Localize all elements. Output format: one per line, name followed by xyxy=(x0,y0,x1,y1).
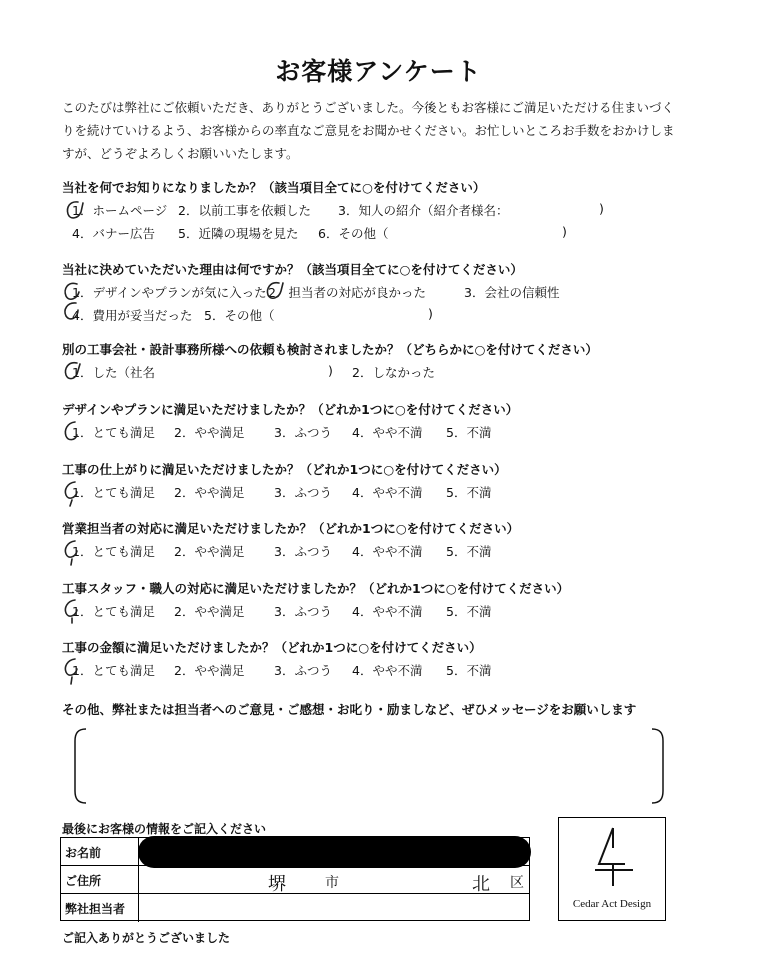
option-homepage[interactable]: 1．ホームページ xyxy=(72,203,168,218)
question-heading: 営業担当者の対応に満足いただけましたか？（どれか1つに○を付けてください） xyxy=(62,521,520,536)
info-row-address xyxy=(61,866,529,894)
question-satisfaction-design xyxy=(62,400,712,441)
option-row xyxy=(62,201,712,219)
thanks-text: ご記入ありがとうございました xyxy=(62,931,231,945)
question-heading: 工事の仕上がりに満足いただけましたか？（どれか1つに○を付けてください） xyxy=(62,462,507,477)
question-heading: 当社を何でお知りになりましたか？（該当項目全てに○を付けてください） xyxy=(62,180,486,195)
question-reason xyxy=(62,260,712,324)
question-satisfaction-price xyxy=(62,638,712,679)
question-other-companies xyxy=(62,340,712,381)
option-no[interactable]: 2．しなかった xyxy=(352,365,435,380)
page-title: お客様アンケート xyxy=(275,57,482,86)
option-row xyxy=(62,224,712,242)
option-row xyxy=(62,306,712,324)
rating-dissatisfied[interactable]: 5．不満 xyxy=(446,544,492,559)
address-ward-suffix: 区 xyxy=(510,875,524,891)
rating-somewhat-dissatisfied[interactable]: 4．やや不満 xyxy=(352,663,423,678)
rating-very-satisfied[interactable]: 1．とても満足 xyxy=(72,663,155,678)
info-heading: 最後にお客様の情報をご記入ください xyxy=(62,822,267,836)
rating-neutral[interactable]: 3．ふつう xyxy=(274,485,332,500)
intro-line: りを続けていけるよう、お客様からの率直なご意見をお聞かせください。お忙しいところお手数をおかけしま xyxy=(62,123,675,138)
question-heading: デザインやプランに満足いただけましたか？（どれか1つに○を付けてください） xyxy=(62,402,519,417)
rating-somewhat-satisfied[interactable]: 2．やや満足 xyxy=(174,485,245,500)
paren-close: ) xyxy=(328,363,333,378)
rating-somewhat-dissatisfied[interactable]: 4．やや不満 xyxy=(352,425,423,440)
info-row-staff xyxy=(61,894,529,922)
option-row xyxy=(62,363,712,381)
rating-row xyxy=(62,423,712,441)
rating-somewhat-satisfied[interactable]: 2．やや満足 xyxy=(174,544,245,559)
address-city-handwritten: 堺 xyxy=(268,874,286,895)
option-price[interactable]: 4．費用が妥当だった xyxy=(72,308,193,323)
rating-somewhat-satisfied[interactable]: 2．やや満足 xyxy=(174,425,245,440)
option-other[interactable]: 5．その他（ xyxy=(204,308,275,323)
question-heading: 工事の金額に満足いただけましたか？（どれか1つに○を付けてください） xyxy=(62,640,482,655)
intro-line: すが、どうぞよろしくお願いいたします。 xyxy=(62,146,299,161)
label-address: ご住所 xyxy=(61,866,139,893)
option-previous-order[interactable]: 2．以前工事を依頼した xyxy=(178,203,311,218)
intro-text xyxy=(62,96,702,165)
rating-very-satisfied[interactable]: 1．とても満足 xyxy=(72,425,155,440)
rating-neutral[interactable]: 3．ふつう xyxy=(274,604,332,619)
rating-very-satisfied[interactable]: 1．とても満足 xyxy=(72,604,155,619)
question-heading: 別の工事会社・設計事務所様への依頼も検討されましたか？（どちらかに○を付けてください） xyxy=(62,342,598,357)
rating-row xyxy=(62,483,712,501)
paren-close: ) xyxy=(562,224,567,239)
question-how-known xyxy=(62,178,712,242)
question-satisfaction-craftsmen xyxy=(62,579,712,620)
rating-row xyxy=(62,602,712,620)
option-design[interactable]: 1．デザインやプランが気に入った xyxy=(72,285,267,300)
rating-dissatisfied[interactable]: 5．不満 xyxy=(446,425,492,440)
question-heading: 当社に決めていただいた理由は何ですか？（該当項目全てに○を付けてください） xyxy=(62,262,523,277)
option-staff[interactable]: 2．担当者の対応が良かった xyxy=(268,285,426,300)
rating-dissatisfied[interactable]: 5．不満 xyxy=(446,604,492,619)
option-referral[interactable]: 3．知人の紹介（紹介者様名： xyxy=(338,203,509,218)
rating-dissatisfied[interactable]: 5．不満 xyxy=(446,485,492,500)
rating-neutral[interactable]: 3．ふつう xyxy=(274,544,332,559)
question-satisfaction-sales xyxy=(62,519,712,560)
option-row xyxy=(62,283,712,301)
rating-somewhat-dissatisfied[interactable]: 4．やや不満 xyxy=(352,485,423,500)
rating-row xyxy=(62,661,712,679)
rating-somewhat-satisfied[interactable]: 2．やや満足 xyxy=(174,663,245,678)
rating-neutral[interactable]: 3．ふつう xyxy=(274,663,332,678)
option-other[interactable]: 6．その他（ xyxy=(318,226,389,241)
rating-dissatisfied[interactable]: 5．不満 xyxy=(446,663,492,678)
rating-neutral[interactable]: 3．ふつう xyxy=(274,425,332,440)
label-staff: 弊社担当者 xyxy=(61,894,139,922)
rating-somewhat-satisfied[interactable]: 2．やや満足 xyxy=(174,604,245,619)
question-satisfaction-finish xyxy=(62,460,712,501)
rating-somewhat-dissatisfied[interactable]: 4．やや不満 xyxy=(352,544,423,559)
rating-somewhat-dissatisfied[interactable]: 4．やや不満 xyxy=(352,604,423,619)
cedar-tree-icon xyxy=(589,826,637,888)
paren-close: ) xyxy=(599,201,604,216)
address-city-suffix: 市 xyxy=(325,875,339,891)
message-box[interactable] xyxy=(72,727,666,805)
message-heading: その他、弊社または担当者へのご意見・ご感想・お叱り・励ましなど、ぜひメッセージをお願いします xyxy=(62,702,637,717)
paren-close: ) xyxy=(428,306,433,321)
rating-very-satisfied[interactable]: 1．とても満足 xyxy=(72,485,155,500)
logo-text: Cedar Act Design xyxy=(572,898,652,910)
redacted-name xyxy=(138,836,531,868)
option-reliability[interactable]: 3．会社の信頼性 xyxy=(464,285,560,300)
intro-line: このたびは弊社にご依頼いただき、ありがとうございました。今後ともお客様にご満足いただける住まいづく xyxy=(62,100,675,115)
option-yes[interactable]: 1．した（社名 xyxy=(72,365,155,380)
option-banner-ad[interactable]: 4．バナー広告 xyxy=(72,226,155,241)
option-nearby-site[interactable]: 5．近隣の現場を見た xyxy=(178,226,299,241)
company-logo xyxy=(558,817,666,921)
rating-very-satisfied[interactable]: 1．とても満足 xyxy=(72,544,155,559)
label-name: お名前 xyxy=(61,838,139,865)
question-heading: 工事スタッフ・職人の対応に満足いただけましたか？（どれか1つに○を付けてください） xyxy=(62,581,570,596)
rating-row xyxy=(62,542,712,560)
address-ward-handwritten: 北 xyxy=(472,874,490,895)
